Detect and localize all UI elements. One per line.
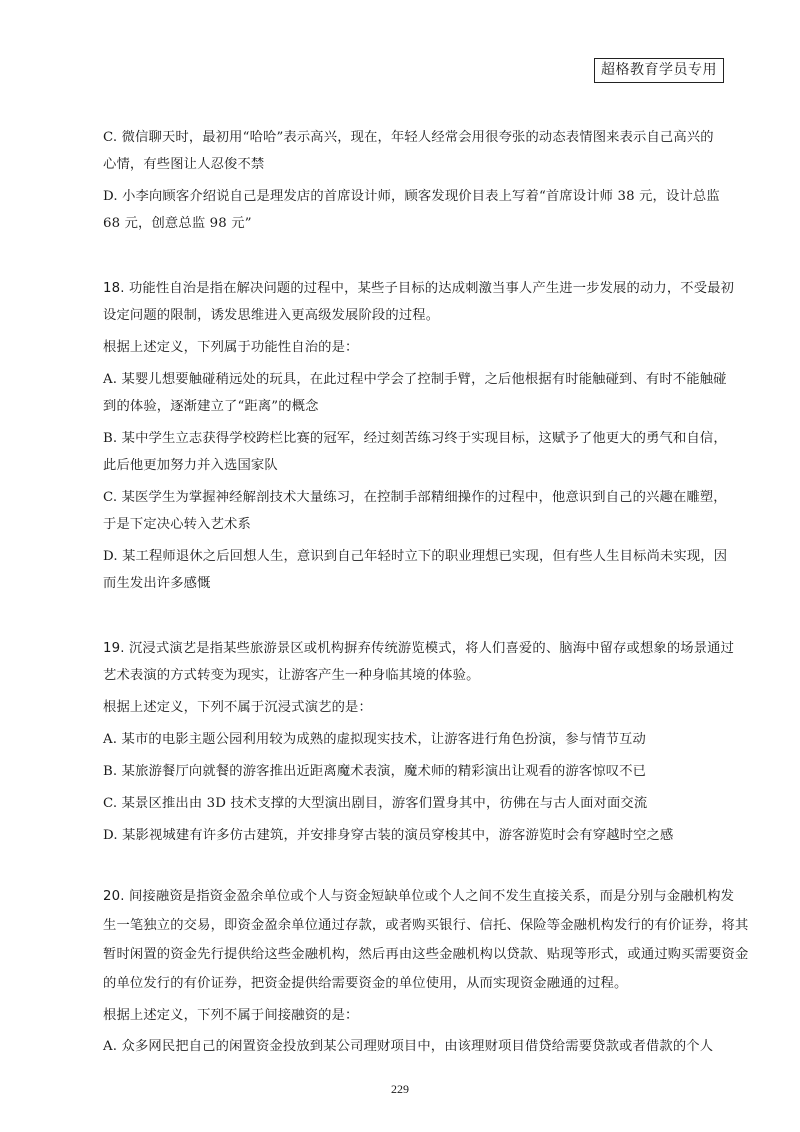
option-a <box>103 366 727 420</box>
option-line: 68 元，创意总监 98 元” <box>103 216 252 231</box>
stem-line: 设定问题的限制，诱发思维进入更高级发展阶段的过程。 <box>103 308 440 323</box>
option-line: D. 小李向顾客介绍说自己是理发店的首席设计师，顾客发现价目表上写着“首席设计师 38 元，设计总监 <box>103 189 720 204</box>
option-d: D. 某影视城建有许多仿古建筑，并安排身穿古装的演员穿梭其中，游客游览时会有穿越时空之感 <box>103 828 674 843</box>
previous-question-options <box>103 124 723 237</box>
question-prompt: 根据上述定义，下列属于功能性自治的是： <box>103 340 359 355</box>
option-a: A. 众多网民把自己的闲置资金投放到某公司理财项目中，由该理财项目借贷给需要贷款或者借款的个人 <box>103 1039 714 1054</box>
stem-line: 18. 功能性自治是指在解决问题的过程中，某些子目标的达成刺激当事人产生进一步发展的动力，不受最初 <box>103 281 735 296</box>
option-d <box>103 543 728 597</box>
watermark-stamp: 超格教育学员专用 <box>594 58 724 83</box>
option-line: 心情，有些图让人忍俊不禁 <box>103 157 265 172</box>
question-stem <box>103 882 749 998</box>
stem-line: 暂时闲置的资金先行提供给这些金融机构，然后再由这些金融机构以贷款、贴现等形式，或通过购买需要资金 <box>103 947 749 962</box>
question-prompt: 根据上述定义，下列不属于沉浸式演艺的是： <box>103 700 372 715</box>
option-line: D. 某工程师退休之后回想人生，意识到自己年轻时立下的职业理想已实现，但有些人生目标尚未实现，因 <box>103 549 728 564</box>
option-line: C. 微信聊天时，最初用“哈哈”表示高兴，现在，年轻人经常会用很夸张的动态表情图来表示自己高兴的 <box>103 130 714 145</box>
option-line: 而生发出许多感慨 <box>103 576 211 591</box>
option-c <box>103 484 727 538</box>
option-line: A. 某婴儿想要触碰稍远处的玩具，在此过程中学会了控制手臂，之后他根据有时能触碰到、有时不能触碰 <box>103 372 727 387</box>
option-line: C. 某医学生为掌握神经解剖技术大量练习，在控制手部精细操作的过程中，他意识到自己的兴趣在雕塑， <box>103 490 727 505</box>
stem-line: 20. 间接融资是指资金盈余单位或个人与资金短缺单位或个人之间不发生直接关系，而是分别与金融机构发 <box>103 889 735 904</box>
question-stem <box>103 635 735 689</box>
page-number: 229 <box>391 1082 409 1096</box>
question-18 <box>103 275 735 597</box>
question-prompt: 根据上述定义，下列不属于间接融资的是： <box>103 1008 359 1023</box>
option-b <box>103 425 727 479</box>
option-c <box>103 124 723 178</box>
option-line: 于是下定决心转入艺术系 <box>103 517 251 532</box>
option-c: C. 某景区推出由 3D 技术支撑的大型演出剧目，游客们置身其中，彷佛在与古人面对面交流 <box>103 796 648 811</box>
question-19 <box>103 635 735 849</box>
option-d <box>103 183 723 237</box>
option-line: 到的体验，逐渐建立了“距离”的概念 <box>103 399 319 414</box>
stem-line: 的单位发行的有价证券，把资金提供给需要资金的单位使用，从而实现资金融通的过程。 <box>103 976 628 991</box>
option-line: B. 某中学生立志获得学校跨栏比赛的冠军，经过刻苦练习终于实现目标，这赋予了他更大的勇气和自信， <box>103 431 727 446</box>
option-line: 此后他更加努力并入选国家队 <box>103 458 278 473</box>
option-b: B. 某旅游餐厅向就餐的游客推出近距离魔术表演，魔术师的精彩演出让观看的游客惊叹不已 <box>103 764 647 779</box>
stem-line: 生一笔独立的交易，即资金盈余单位通过存款，或者购买银行、信托、保险等金融机构发行的有价证券，将其 <box>103 918 749 933</box>
stem-line: 19. 沉浸式演艺是指某些旅游景区或机构摒弃传统游览模式，将人们喜爱的、脑海中留存或想象的场景通过 <box>103 641 735 656</box>
question-20 <box>103 882 749 1060</box>
question-stem <box>103 275 735 329</box>
page-content <box>103 124 749 1060</box>
option-a: A. 某市的电影主题公园利用较为成熟的虚拟现实技术，让游客进行角色扮演，参与情节互动 <box>103 732 646 747</box>
stem-line: 艺术表演的方式转变为现实，让游客产生一种身临其境的体验。 <box>103 668 480 683</box>
